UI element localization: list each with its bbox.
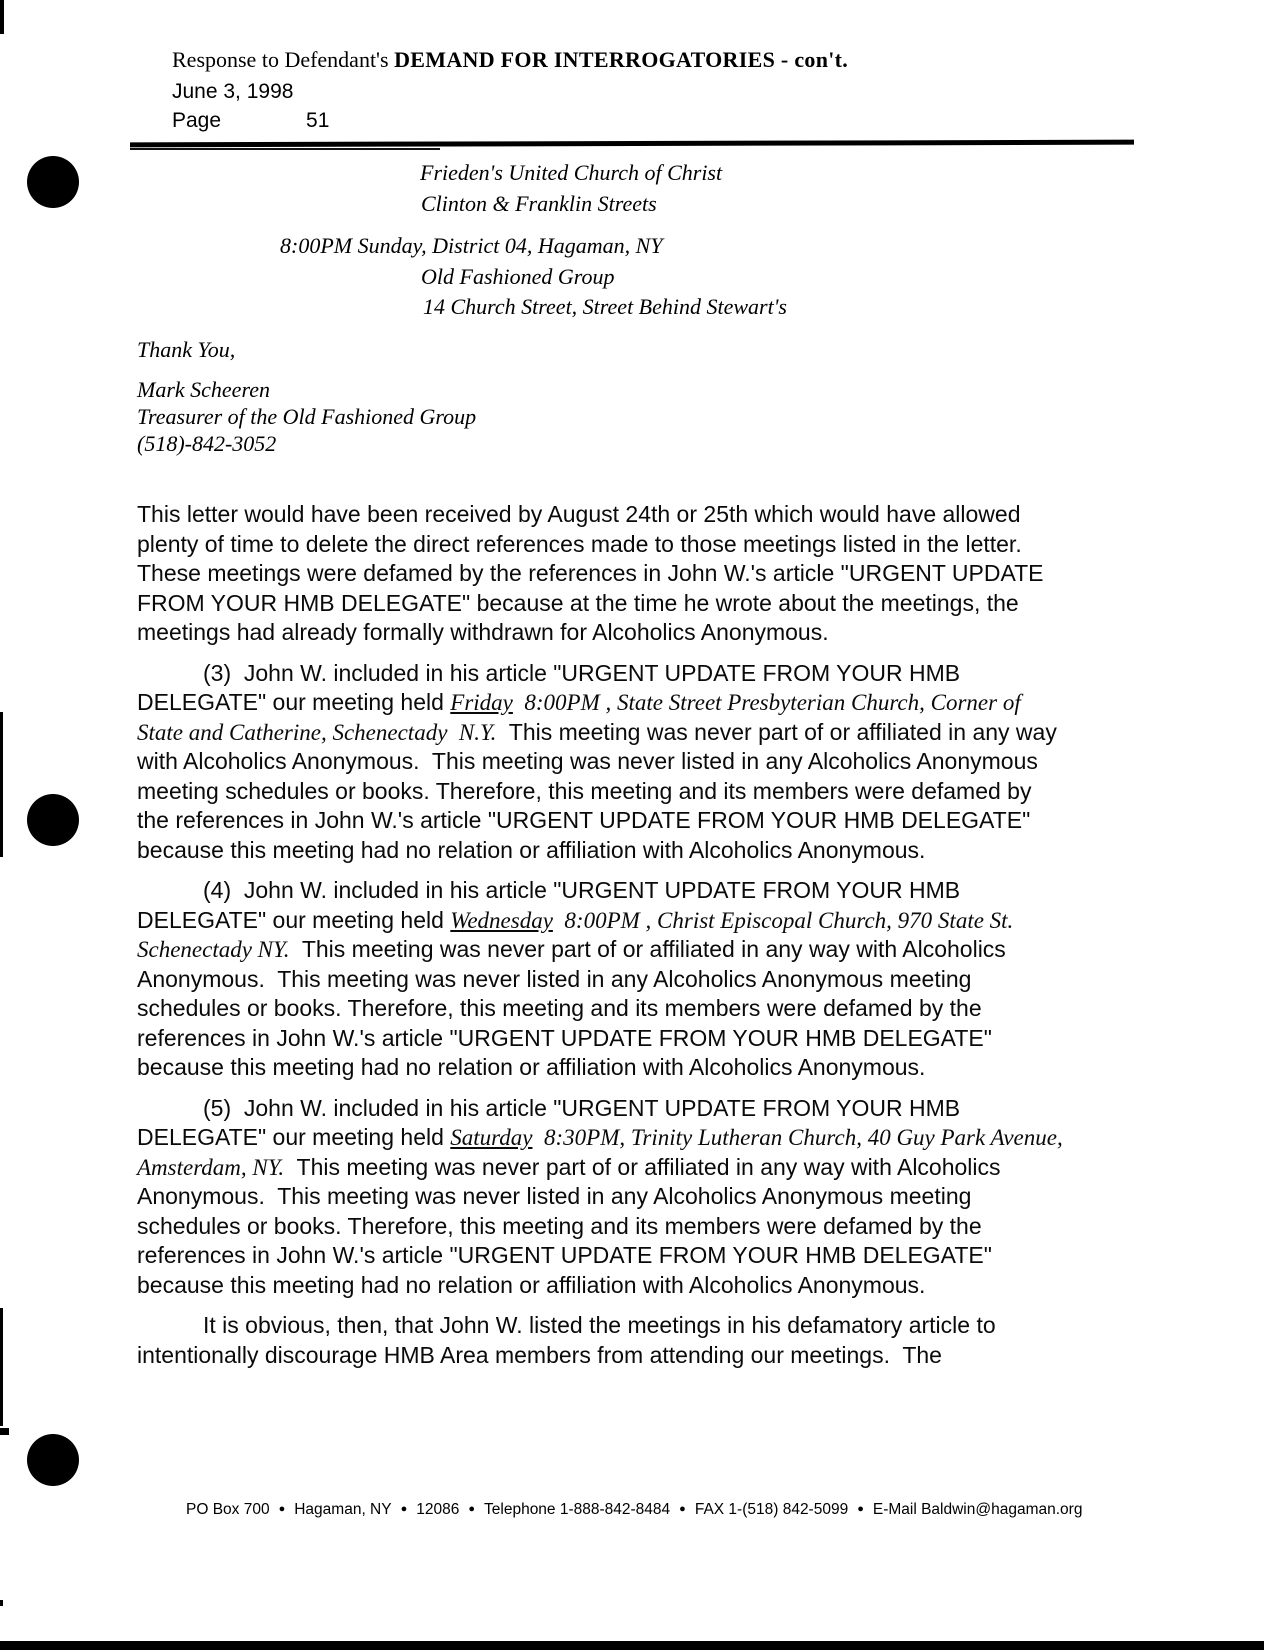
header-divider-rule xyxy=(130,140,1134,148)
bullet-separator-icon: ● xyxy=(278,1503,286,1515)
quoted-venue-streets: Clinton & Franklin Streets xyxy=(421,191,657,216)
quoted-group-name: Old Fashioned Group xyxy=(421,264,615,289)
hole-punch-mark-bottom xyxy=(27,1434,79,1486)
bullet-separator-icon: ● xyxy=(400,1503,408,1515)
scan-edge-mark xyxy=(0,712,3,857)
letterhead-footer xyxy=(186,1501,1186,1519)
paragraph-3-meeting-detail: 8:00PM , State Street Presbyterian Church, Corner of State and Catherine, Schenectady N.Y. xyxy=(137,690,1027,745)
footer-telephone: Telephone 1-888-842-8484 xyxy=(484,1501,671,1518)
footer-email: E-Mail Baldwin@hagaman.org xyxy=(872,1501,1083,1518)
page-number: 51 xyxy=(306,109,330,132)
hole-punch-mark-top xyxy=(27,156,79,208)
title-regular: Response to Defendant's xyxy=(172,47,395,72)
scan-bottom-edge-bar xyxy=(0,1641,1264,1650)
scan-edge-mark xyxy=(0,1600,3,1606)
paragraph-5-intro: (5) John W. included in his article "URGENT UPDATE FROM YOUR HMB DELEGATE" our meeting held xyxy=(137,1094,967,1150)
quoted-group-address: 14 Church Street, Street Behind Stewart's xyxy=(423,294,787,319)
paragraph-5-rest: This meeting was never part of or affiliated in any way with Alcoholics Anonymous. This meeting was never listed in any Alcoholics Anonymous meeting schedules or books. Therefore, this meeting and its members were defamed by the references in John W.'s article "URGENT UPDATE FROM YOUR HMB DELEGATE" because this meeting had no relation or affiliation with Alcoholics Anonymous. xyxy=(137,1153,1006,1298)
document-body xyxy=(137,500,1069,1381)
paragraph-3-rest: This meeting was never part of or affiliated in any way with Alcoholics Anonymous. This meeting was never listed in any Alcoholics Anonymous meeting schedules or books. Therefore, this meeting and its members were defamed by the references in John W.'s article "URGENT UPDATE FROM YOUR HMB DELEGATE" because this meeting had no relation or affiliation with Alcoholics Anonymous. xyxy=(137,718,1064,863)
title-bold: DEMAND FOR INTERROGATORIES - con't. xyxy=(394,47,849,72)
document-date: June 3, 1998 xyxy=(172,80,294,103)
bullet-separator-icon: ● xyxy=(468,1503,476,1515)
scan-edge-mark xyxy=(0,1428,9,1435)
paragraph-4-rest: This meeting was never part of or affiliated in any way with Alcoholics Anonymous. This meeting was never listed in any Alcoholics Anonymous meeting schedules or books. Therefore, this meeting and its members were defamed by the references in John W.'s article "URGENT UPDATE FROM YOUR HMB DELEGATE" because this meeting had no relation or affiliation with Alcoholics Anonymous. xyxy=(137,936,1011,1080)
scan-edge-mark xyxy=(0,1308,3,1426)
paragraph-4-intro: (4) John W. included in his article "URGENT UPDATE FROM YOUR HMB DELEGATE" our meeting held xyxy=(137,877,967,933)
header-divider-rule-fragment xyxy=(130,148,440,150)
footer-city: Hagaman, NY xyxy=(294,1501,392,1518)
paragraph-3-day-underlined: Friday xyxy=(450,690,513,715)
quoted-meeting-time-line: 8:00PM Sunday, District 04, Hagaman, NY xyxy=(280,233,663,258)
paragraph-5-day-underlined: Saturday xyxy=(450,1125,533,1150)
hole-punch-mark-middle xyxy=(27,794,79,846)
paragraph-4-meeting-detail: 8:00PM , Christ Episcopal Church, 970 State St. Schenectady NY. xyxy=(137,907,1020,962)
paragraph-item-5 xyxy=(137,1094,1069,1301)
quoted-venue-name: Frieden's United Church of Christ xyxy=(420,160,723,185)
paragraph-item-4 xyxy=(137,876,1065,1083)
paragraph-5-meeting-detail: 8:30PM, Trinity Lutheran Church, 40 Guy Park Avenue, Amsterdam, NY. xyxy=(137,1125,1069,1180)
signature-name: Mark Scheeren xyxy=(137,377,270,402)
footer-fax: FAX 1-(518) 842-5099 xyxy=(694,1501,849,1518)
bullet-separator-icon: ● xyxy=(679,1503,686,1515)
paragraph-item-3 xyxy=(137,659,1065,866)
footer-zip: 12086 xyxy=(416,1501,460,1518)
letter-closing: Thank You, xyxy=(137,337,236,362)
bullet-separator-icon: ● xyxy=(857,1503,864,1515)
page-label: Page xyxy=(172,109,222,132)
signature-title: Treasurer of the Old Fashioned Group xyxy=(137,404,477,429)
paragraph-3-intro: (3) John W. included in his article "URGENT UPDATE FROM YOUR HMB DELEGATE" our meeting held xyxy=(137,659,967,715)
document-header xyxy=(172,46,848,134)
signature-phone: (518)-842-3052 xyxy=(137,431,277,456)
footer-po-box: PO Box 700 xyxy=(186,1501,270,1518)
page-number-row xyxy=(172,108,848,134)
scan-edge-mark xyxy=(0,0,4,34)
paragraph-4-day-underlined: Wednesday xyxy=(450,907,553,933)
paragraph-conclusion: It is obvious, then, that John W. listed the meetings in his defamatory article to intentionally discourage HMB Area members from attending our meetings. The xyxy=(137,1312,1003,1368)
paragraph-intro: This letter would have been received by August 24th or 25th which would have allowed plenty of time to delete the direct references made to those meetings listed in the letter. These meetings were defamed by the references in John W.'s article "URGENT UPDATE FROM YOUR HMB DELEGATE" because at the time he wrote about the meetings, the meetings had already formally withdrawn for Alcoholics Anonymous. xyxy=(137,501,1050,645)
document-title-line xyxy=(172,46,848,74)
